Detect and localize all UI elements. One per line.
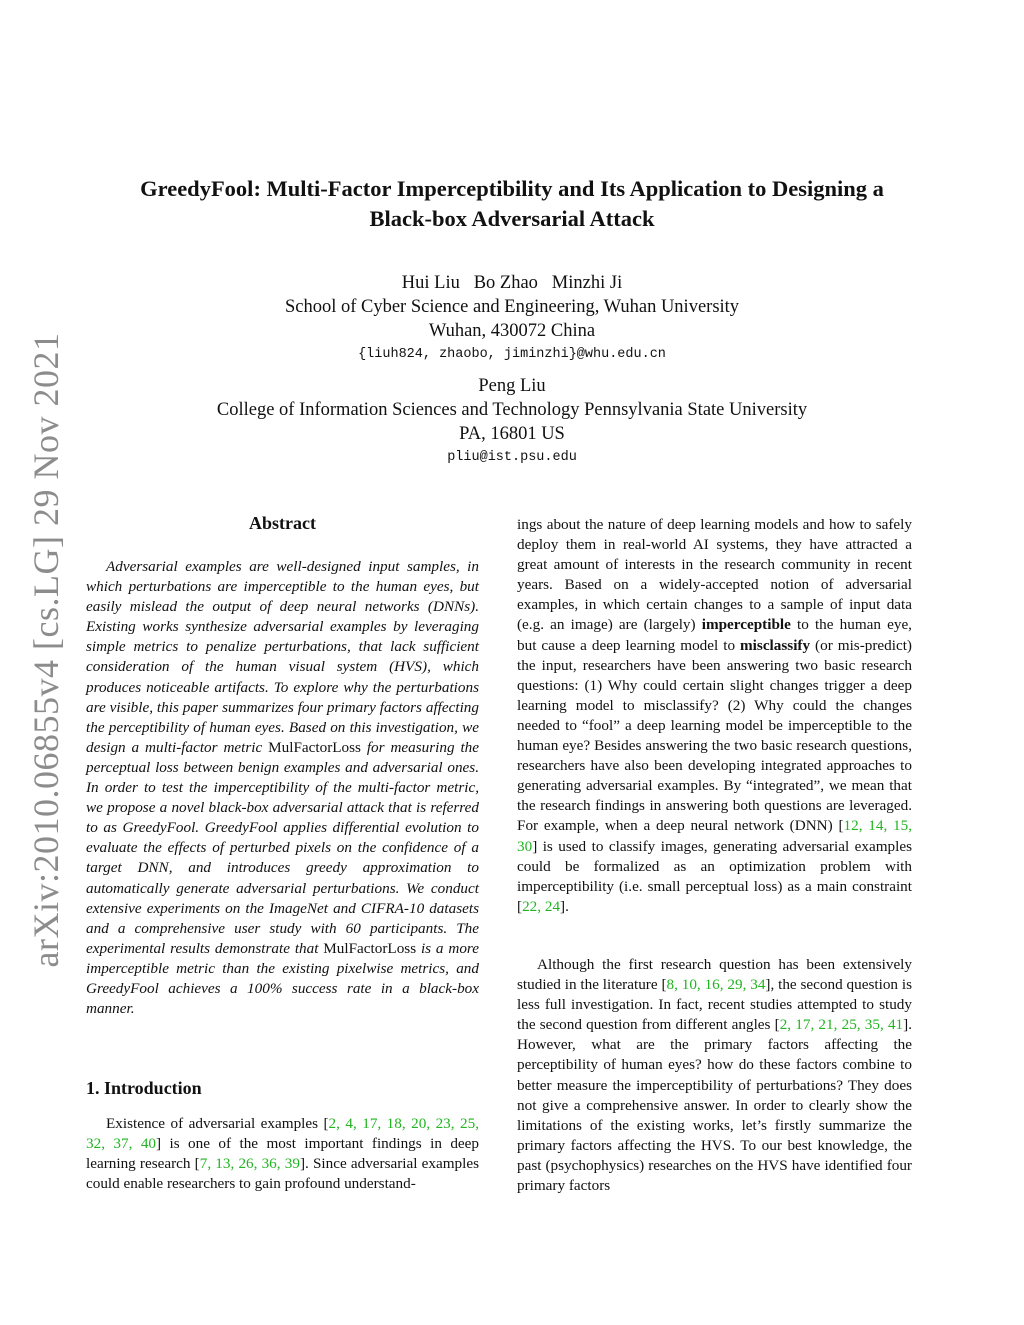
title-line-1: GreedyFool: Multi-Factor Imperceptibility and Its Application to Designing a <box>140 176 884 201</box>
right-text-b1: Although the first research question has been extensively studied in the literature [ <box>517 956 912 994</box>
citation-link[interactable]: 12, 14, 15, 30 <box>517 817 913 855</box>
title-line-2: Black-box Adversarial Attack <box>369 206 655 231</box>
author-block-1 <box>70 271 954 367</box>
right-text-b3: ]. However, what are the primary factors affecting the perceptibility of human eyes? how do these factors combine to better measure the imperceptibility of perturbations? They does not give a comprehensive answer. In order to clearly show the limitations of the existing works, let’s firstly summarize the primary factors affecting the HVS. To our best knowledge, the past (psychophysics) researches on the HVS have identified four primary factors <box>517 1016 912 1195</box>
author-block-2 <box>70 374 954 470</box>
arxiv-stamp-text: arXiv:2010.06855v4 [cs.LG] 29 Nov 2021 <box>26 332 66 968</box>
citation-link[interactable]: 8, 10, 16, 29, 34 <box>666 976 766 994</box>
abstract-heading: Abstract <box>249 513 316 533</box>
abstract-text-2: for measuring the perceptual loss between benign examples and adversarial ones. In order to test the imperceptibility of the multi-factor metric, we propose a novel black-box adversarial attack that is referred to as GreedyFool. GreedyFool applies differential evolution to evaluate the effects of perturbed pixels on the confidence of a target DNN, and introduces greedy approximation to automatically generate adversarial perturbations. We conduct extensive experiments on the ImageNet and CIFRA-10 datasets and a comprehensive user study with 60 participants. The experimental results demonstrate that <box>86 738 480 957</box>
address-2: PA, 16801 US <box>459 424 565 444</box>
email-1: {liuh824, zhaobo, jiminzhi}@whu.edu.cn <box>358 347 666 362</box>
right-text-a1: ings about the nature of deep learning models and how to safely deploy them in real-world AI systems, they have attracted a great amount of interests in the research community in recent years. Based on a widely-accepted notion of adversarial examples, in which certain changes to a sample of input data (e.g. an image) are (largely) <box>517 516 912 634</box>
paper-title <box>70 174 954 234</box>
address-1: Wuhan, 430072 China <box>428 321 596 341</box>
abstract-body <box>86 557 479 1019</box>
affiliation-1: School of Cyber Science and Engineering, Wuhan University <box>284 297 740 317</box>
right-text-a5: ]. <box>560 897 569 915</box>
citation-link[interactable]: 2, 4, 17, 18, 20, 23, 25, 32, 37, 40 <box>86 1115 479 1153</box>
email-2: pliu@ist.psu.edu <box>447 450 577 465</box>
intro-text-1: Existence of adversarial examples [ <box>106 1115 329 1132</box>
bold-misclassify: misclassify <box>740 636 811 654</box>
abstract-text-1: Adversarial examples are well-designed input samples, in which perturbations are imperceptible to the human eyes, but easily mislead the output of deep neural networks (DNNs). Existing works synthesize adversarial examples by leveraging simple metrics to penalize perturbations, that lack sufficient consideration of the human visual system (HVS), which produces noticeable artifacts. To explore why the perturbations are visible, this paper summarizes four primary factors affecting the perceptibility of human eyes. Based on this investigation, we design a multi-factor metric <box>86 558 479 756</box>
author-names-2: Peng Liu <box>478 376 546 396</box>
citation-link[interactable]: 22, 24 <box>522 897 561 915</box>
right-column-paragraph-1 <box>517 515 912 917</box>
citation-link[interactable]: 7, 13, 26, 36, 39 <box>199 1155 300 1173</box>
right-text-a3: (or mis-predict) the input, researchers have been answering two basic research questions: (1) Why could certain slight changes trigger a deep learning model to misclassify? (2) Why could the changes needed to “fool” a deep learning model be imperceptible to the human eye? Besides answering the two basic research questions, researchers have also been developing integrated approaches to generating adversarial examples. By “integrated”, we mean that the research findings in answering both questions are leveraged. For example, when a deep neural network (DNN) [ <box>517 636 912 835</box>
abstract-term-1: MulFactorLoss <box>268 738 361 756</box>
author-names-1: Hui Liu Bo Zhao Minzhi Ji <box>401 273 623 293</box>
citation-link[interactable]: 2, 17, 21, 25, 35, 41 <box>779 1016 904 1034</box>
introduction-heading: 1. Introduction <box>86 1078 202 1098</box>
introduction-body <box>86 1114 479 1194</box>
abstract-term-2: MulFactorLoss <box>323 939 417 957</box>
abstract-text-3: is a more imperceptible metric than the existing pixelwise metrics, and GreedyFool achieves a 100% success rate in a black-box manner. <box>86 939 479 1018</box>
right-text-a4: ] is used to classify images, generating adversarial examples could be formalized as an optimization problem with imperceptibility (i.e. small perceptual loss) as a main constraint [ <box>517 837 912 915</box>
intro-text-2: ] is one of the most important findings in deep learning research [ <box>86 1135 480 1173</box>
right-column-paragraph-2 <box>517 955 912 1196</box>
arxiv-stamp <box>20 332 72 968</box>
right-text-b2: ], the second question is less full investigation. In fact, recent studies attempted to study the second question from different angles [ <box>517 976 912 1034</box>
affiliation-2: College of Information Sciences and Technology Pennsylvania State University <box>216 400 808 420</box>
right-text-a2: to the human eye, but cause a deep learning model to <box>517 616 912 654</box>
bold-imperceptible: imperceptible <box>701 616 791 634</box>
intro-text-3: ]. Since adversarial examples could enable researchers to gain profound understand- <box>86 1155 479 1193</box>
